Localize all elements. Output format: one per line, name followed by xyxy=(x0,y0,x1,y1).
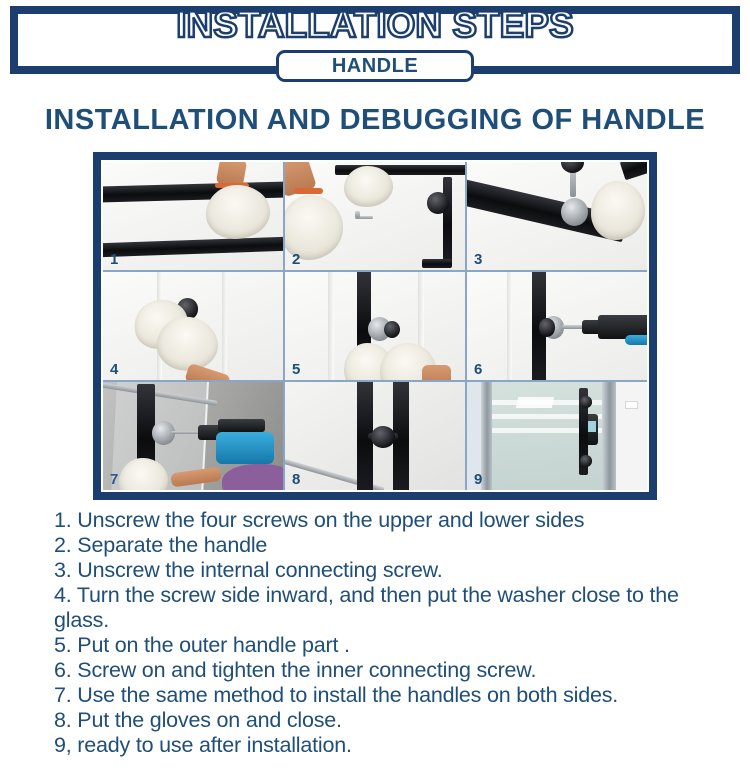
header-banner xyxy=(10,4,740,77)
step-item: 9, ready to use after installation. xyxy=(54,733,352,757)
glass-edge xyxy=(328,272,333,380)
photo-grid xyxy=(103,162,647,490)
handle-mount xyxy=(580,396,593,408)
arm xyxy=(422,365,451,380)
handle-fitting xyxy=(371,426,394,448)
photo-step-2 xyxy=(285,162,465,270)
glove xyxy=(344,166,393,207)
screw-fitting xyxy=(561,198,588,226)
photo-step-3 xyxy=(467,162,647,270)
photo-step-1 xyxy=(103,162,283,270)
photo-step-4 xyxy=(103,272,283,380)
handle-fitting xyxy=(384,321,400,338)
screwdriver-knob xyxy=(561,162,584,173)
step-item: 6. Screw on and tighten the inner connecting screw. xyxy=(54,658,537,682)
step-item: 8. Put the gloves on and close. xyxy=(54,708,342,732)
handle-knob xyxy=(427,192,449,214)
step-item: 1. Unscrew the four screws on the upper and lower sides xyxy=(54,508,585,532)
photo-number: 6 xyxy=(474,361,483,378)
step-item: 7. Use the same method to install the handles on both sides. xyxy=(54,683,619,707)
purple-sleeve xyxy=(222,464,283,490)
glass-edge xyxy=(222,272,227,380)
glass-reflection xyxy=(516,397,554,408)
photo-number: 1 xyxy=(110,251,119,268)
handle-fitting xyxy=(539,318,555,336)
handle-bar xyxy=(443,177,453,263)
page-title: INSTALLATION AND DEBUGGING OF HANDLE xyxy=(44,104,706,136)
step-item: 3. Unscrew the internal connecting screw. xyxy=(54,558,443,582)
wall-switch xyxy=(625,401,638,408)
dark-sleeve xyxy=(620,162,647,180)
photo-number: 3 xyxy=(474,251,483,268)
drill-grip xyxy=(625,335,647,346)
handle-bar xyxy=(422,259,453,268)
drill-body xyxy=(218,419,265,432)
photo-grid-frame xyxy=(93,152,657,500)
photo-step-5 xyxy=(285,272,465,380)
photo-step-6 xyxy=(467,272,647,380)
page xyxy=(0,6,750,770)
glove xyxy=(206,185,271,239)
header-title: INSTALLATION STEPS xyxy=(176,4,574,45)
handle-bar xyxy=(103,236,283,257)
handle-badge: HANDLE xyxy=(276,50,474,82)
photo-step-7 xyxy=(103,382,283,490)
photo-number: 5 xyxy=(292,361,301,378)
glove xyxy=(591,181,645,239)
hex-key xyxy=(355,211,359,219)
glove-cuff xyxy=(294,188,323,194)
steel-stile xyxy=(602,382,616,490)
photo-number: 9 xyxy=(474,471,483,488)
drill-grip xyxy=(216,432,274,464)
lock-window xyxy=(587,421,596,432)
drill-bit xyxy=(171,431,202,435)
glass-edge xyxy=(507,272,512,380)
wall xyxy=(616,382,647,490)
photo-number: 2 xyxy=(292,251,301,268)
photo-number: 4 xyxy=(110,361,119,378)
steel-stile xyxy=(481,382,492,490)
steps-list xyxy=(54,508,714,758)
step-item: 2. Separate the handle xyxy=(54,533,268,557)
photo-step-9 xyxy=(467,382,647,490)
step-item: 4. Turn the screw side inward, and then put the washer close to the glass. xyxy=(54,583,679,632)
photo-number: 7 xyxy=(110,471,119,488)
photo-step-8 xyxy=(285,382,465,490)
step-item: 5. Put on the outer handle part . xyxy=(54,633,350,657)
photo-number: 8 xyxy=(292,471,301,488)
